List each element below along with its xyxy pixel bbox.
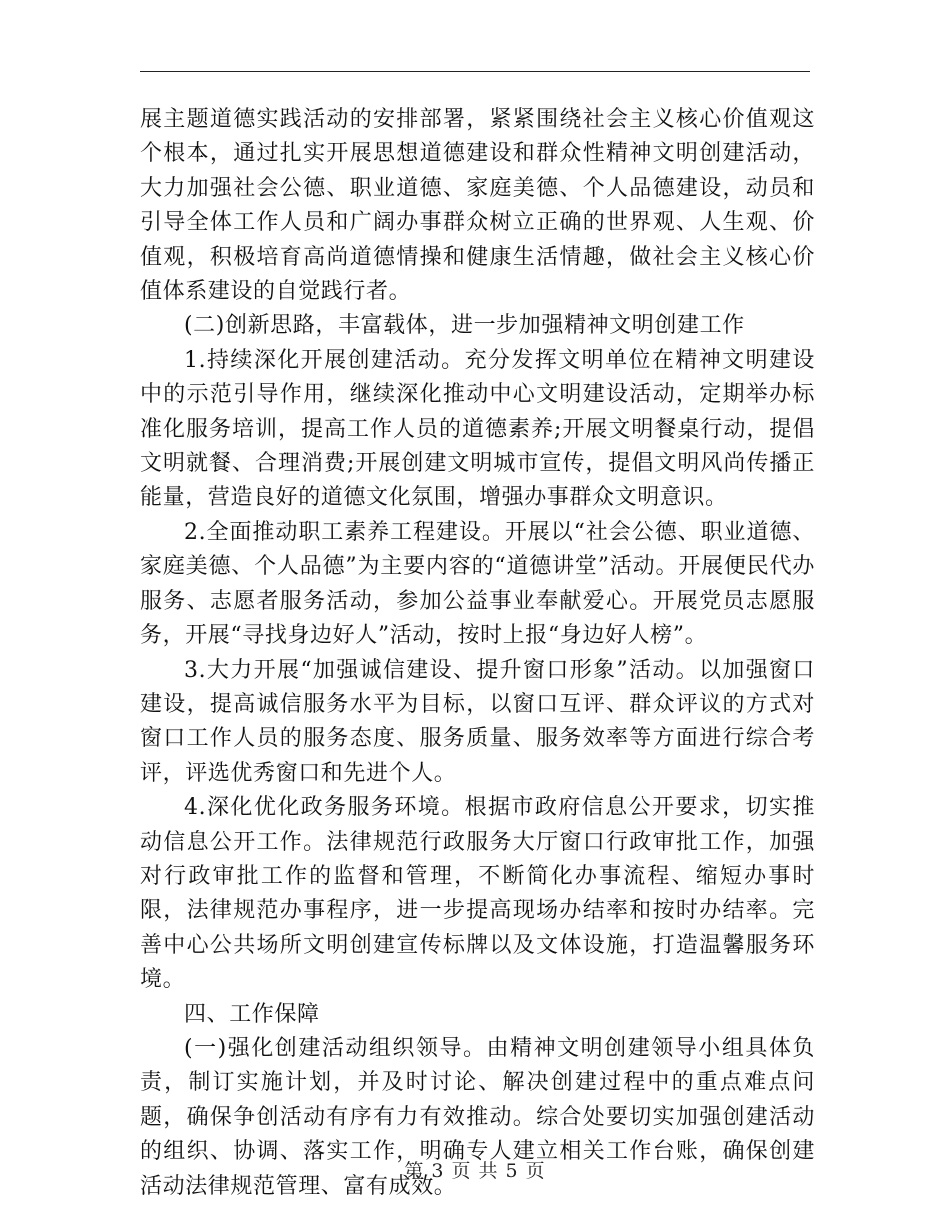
paragraph-5: 3.大力开展“加强诚信建设、提升窗口形象”活动。以加强窗口建设，提高诚信服务水平为目标，以窗口互评、群众评议的方式对窗口工作人员的服务态度、服务质量、服务效率等方面进行综合考评，评选优秀窗口和先进个人。 (140, 657, 815, 786)
paragraph-8: (一)强化创建活动组织领导。由精神文明创建领导小组具体负责，制订实施计划，并及时讨论、解决创建过程中的重点难点问题，确保争创活动有序有力有效推动。综合处要切实加强创建活动的组织、协调、落实工作，明确专人建立相关工作台账，确保创建活动法律规范管理、富有成效。 (140, 1035, 815, 1199)
paragraph-2-heading: (二)创新思路，丰富载体，进一步加强精神文明创建工作 (184, 313, 745, 339)
section-heading-work-guarantee: 四、工作保障 (184, 1001, 320, 1027)
page-number: 第 3 页 共 5 页 (404, 1160, 546, 1182)
document-body (140, 103, 815, 1204)
paragraph-3: 1.持续深化开展创建活动。充分发挥文明单位在精神文明建设中的示范引导作用，继续深化推动中心文明建设活动，定期举办标准化服务培训，提高工作人员的道德素养;开展文明餐桌行动，提倡文明就餐、合理消费;开展创建文明城市宣传，提倡文明风尚传播正能量，营造良好的道德文化氛围，增强办事群众文明意识。 (140, 347, 815, 511)
paragraph-1: 展主题道德实践活动的安排部署，紧紧围绕社会主义核心价值观这个根本，通过扎实开展思想道德建设和群众性精神文明创建活动，大力加强社会公德、职业道德、家庭美德、个人品德建设，动员和引导全体工作人员和广阔办事群众树立正确的世界观、人生观、价值观，积极培育高尚道德情操和健康生活情趣，做社会主义核心价值体系建设的自觉践行者。 (140, 107, 815, 305)
paragraph-6: 4.深化优化政务服务环境。根据市政府信息公开要求，切实推动信息公开工作。法律规范行政服务大厅窗口行政审批工作，加强对行政审批工作的监督和管理，不断简化办事流程、缩短办事时限，法律规范办事程序，进一步提高现场办结率和按时办结率。完善中心公共场所文明创建宣传标牌以及文体设施，打造温馨服务环境。 (140, 795, 815, 993)
paragraph-4: 2.全面推动职工素养工程建设。开展以“社会公德、职业道德、家庭美德、个人品德”为主要内容的“道德讲堂”活动。开展便民代办服务、志愿者服务活动，参加公益事业奉献爱心。开展党员志愿服务，开展“寻找身边好人”活动，按时上报“身边好人榜”。 (140, 519, 815, 649)
header-rule (140, 71, 810, 72)
